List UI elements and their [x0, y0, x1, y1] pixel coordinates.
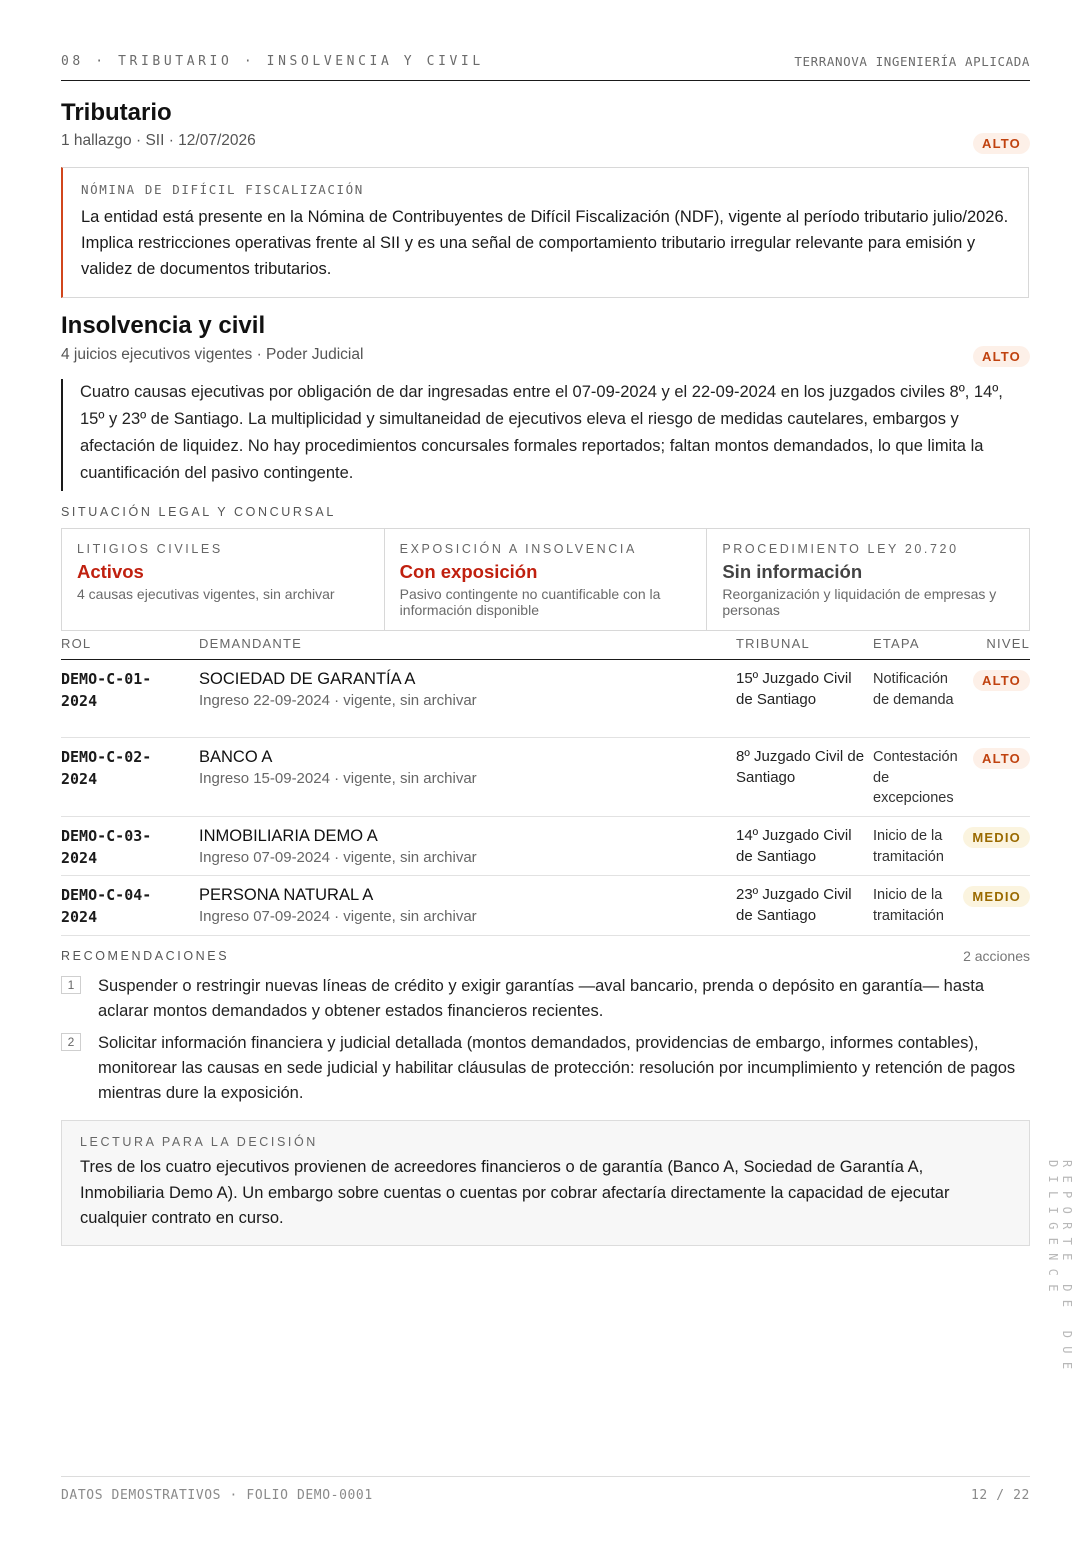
recommendation-number: 2	[61, 1033, 81, 1051]
case-meta: Ingreso 07-09-2024 · vigente, sin archivar	[199, 908, 477, 925]
col-header-rol: ROL	[61, 636, 92, 651]
status-cell-exposicion	[384, 529, 707, 630]
ndf-callout	[61, 167, 1029, 298]
table-row	[61, 817, 1030, 876]
cases-table	[61, 636, 1030, 936]
status-cell-desc: Reorganización y liquidación de empresas y personas	[722, 586, 997, 618]
recommendation-text: Solicitar información financiera y judicial detallada (montos demandados, providencias de embargo, informes contables), monitorear las causas en sede judicial y habilitar cláusulas de protección: resolución por incumplimiento y retención de pagos mientras dure la exposición.	[98, 1034, 1016, 1102]
case-rol: DEMO-C-02-2024	[61, 748, 152, 788]
page-footer	[61, 1476, 1030, 1503]
decision-callout	[61, 1120, 1030, 1246]
recommendations-label: RECOMENDACIONES	[61, 949, 230, 963]
table-row	[61, 876, 1030, 936]
decision-text: Tres de los cuatro ejecutivos provienen de acreedores financieros o de garantía (Banco A, Sociedad de Garantía A, Inmobiliaria Demo A). Un embargo sobre cuentas o cuentas por cobrar afectaría directamente la capacidad de ejecutar cualquier contrato en curso.	[80, 1158, 950, 1227]
legal-status-label: SITUACIÓN LEGAL Y CONCURSAL	[61, 505, 336, 519]
table-row	[61, 738, 1030, 817]
case-plaintiff	[199, 668, 477, 712]
status-cell-litigios	[62, 529, 384, 630]
insolvencia-risk-badge: ALTO	[973, 346, 1030, 367]
case-plaintiff	[199, 746, 477, 790]
insolvencia-title: Insolvencia y civil	[61, 312, 266, 339]
status-cell-procedimiento	[706, 529, 1029, 630]
status-cell-desc: 4 causas ejecutivas vigentes, sin archivar	[77, 586, 335, 602]
recommendation-text: Suspender o restringir nuevas líneas de crédito y exigir garantías —aval bancario, prenda o depósito en garantía— hasta aclarar montos demandados y obtener estados financieros recientes.	[98, 977, 985, 1020]
case-court: 14º Juzgado Civil de Santiago	[736, 827, 852, 865]
status-cell-value: Activos	[77, 561, 144, 582]
case-court: 23º Juzgado Civil de Santiago	[736, 886, 852, 924]
plaintiff-name: PERSONA NATURAL A	[199, 886, 374, 904]
status-cell-label: EXPOSICIÓN A INSOLVENCIA	[399, 542, 637, 556]
table-header	[61, 636, 1030, 660]
plaintiff-name: INMOBILIARIA DEMO A	[199, 827, 378, 845]
case-court: 15º Juzgado Civil de Santiago	[736, 670, 852, 708]
case-meta: Ingreso 15-09-2024 · vigente, sin archivar	[199, 770, 477, 787]
decision-label: LECTURA PARA LA DECISIÓN	[80, 1135, 318, 1149]
case-rol: DEMO-C-01-2024	[61, 670, 152, 710]
side-report-label: REPORTE DE DUE DILIGENCE	[1046, 1160, 1074, 1378]
recommendations-count: 2 acciones	[963, 948, 1030, 964]
ndf-callout-label: NÓMINA DE DIFÍCIL FISCALIZACIÓN	[81, 182, 364, 197]
case-stage: Inicio de la tramitación	[873, 887, 944, 924]
case-level-badge: ALTO	[973, 748, 1030, 769]
case-court: 8º Juzgado Civil de Santiago	[736, 748, 865, 786]
case-level-badge: ALTO	[973, 670, 1030, 691]
ndf-callout-text: La entidad está presente en la Nómina de Contribuyentes de Difícil Fiscalización (NDF), vigente al período tributario julio/2026. Implica restricciones operativas frente al SII y es una señal de comportamiento tributario irregular relevante para emisión y validez de documentos tributarios.	[81, 208, 1009, 278]
status-cell-label: PROCEDIMIENTO LEY 20.720	[722, 542, 959, 556]
page-number: 12 / 22	[971, 1488, 1030, 1503]
case-stage: Contestación de excepciones	[873, 749, 958, 806]
col-header-nivel: NIVEL	[986, 636, 1030, 651]
case-stage: Notificación de demanda	[873, 671, 954, 708]
col-header-demandante: DEMANDANTE	[199, 636, 303, 651]
case-rol: DEMO-C-03-2024	[61, 827, 152, 867]
status-cell-label: LITIGIOS CIVILES	[77, 542, 223, 556]
col-header-tribunal: TRIBUNAL	[736, 636, 810, 651]
tributario-title: Tributario	[61, 99, 172, 126]
running-header	[61, 54, 1030, 81]
section-breadcrumb: 08 · TRIBUTARIO · INSOLVENCIA Y CIVIL	[61, 54, 484, 69]
case-plaintiff	[199, 884, 477, 928]
case-plaintiff	[199, 825, 477, 869]
case-level-badge: MEDIO	[963, 827, 1030, 848]
col-header-etapa: ETAPA	[873, 636, 920, 651]
footer-folio: DATOS DEMOSTRATIVOS · FOLIO DEMO-0001	[61, 1488, 373, 1503]
plaintiff-name: SOCIEDAD DE GARANTÍA A	[199, 670, 416, 688]
legal-status-grid	[61, 528, 1030, 631]
case-meta: Ingreso 07-09-2024 · vigente, sin archivar	[199, 849, 477, 866]
tributario-subtitle: 1 hallazgo · SII · 12/07/2026	[61, 132, 256, 149]
status-cell-desc: Pasivo contingente no cuantificable con la información disponible	[399, 586, 661, 618]
table-row	[61, 660, 1030, 738]
insolvencia-subtitle: 4 juicios ejecutivos vigentes · Poder Judicial	[61, 346, 364, 363]
case-level-badge: MEDIO	[963, 886, 1030, 907]
case-meta: Ingreso 22-09-2024 · vigente, sin archivar	[199, 692, 477, 709]
status-cell-value: Sin información	[722, 561, 863, 582]
insolvencia-summary: Cuatro causas ejecutivas por obligación de dar ingresadas entre el 07-09-2024 y el 22-09-2024 en los juzgados civiles 8º, 14º, 15º y 23º de Santiago. La multiplicidad y simultaneidad de ejecutivos eleva el riesgo de medidas cautelares, embargos y afectación de liquidez. No hay procedimientos concursales formales reportados; faltan montos demandados, lo que limita la cuantificación del pasivo contingente.	[61, 379, 1029, 491]
recommendation-number: 1	[61, 976, 81, 994]
plaintiff-name: BANCO A	[199, 748, 273, 766]
tributario-risk-badge: ALTO	[973, 133, 1030, 154]
case-stage: Inicio de la tramitación	[873, 828, 944, 865]
brand-name: TERRANOVA INGENIERÍA APLICADA	[794, 54, 1030, 69]
case-rol: DEMO-C-04-2024	[61, 886, 152, 926]
status-cell-value: Con exposición	[399, 561, 538, 582]
